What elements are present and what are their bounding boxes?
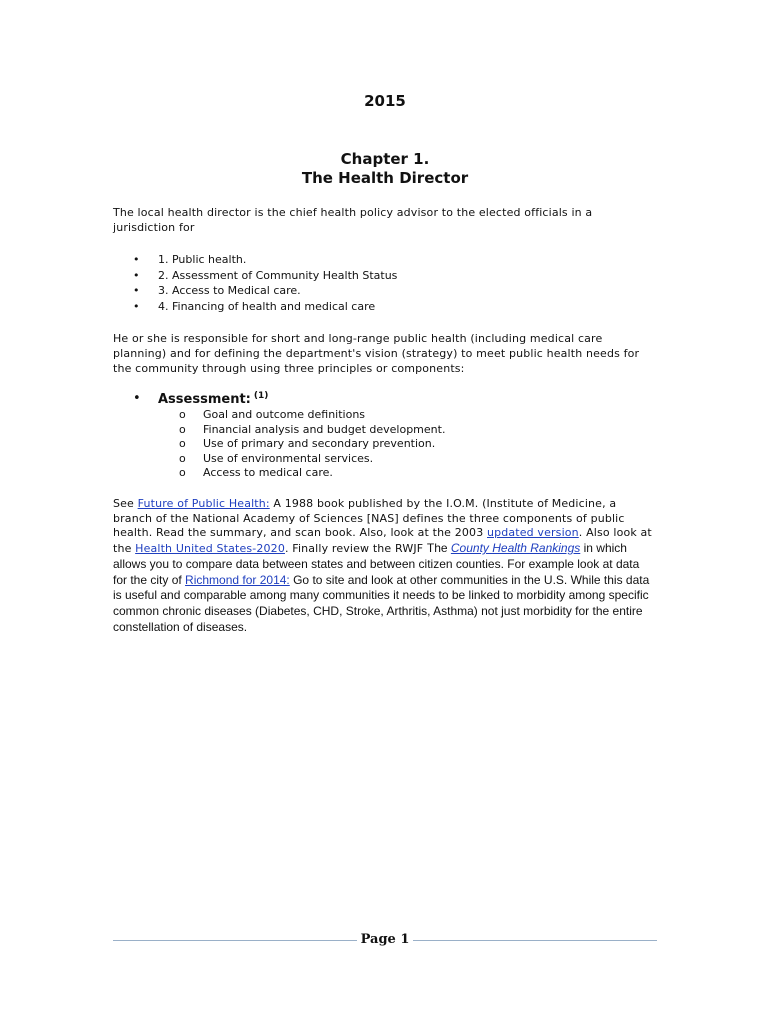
text-segment: . Also look at the: [113, 526, 652, 556]
bullet-icon: •: [133, 268, 140, 282]
responsibility-list: [113, 252, 397, 314]
bullet-icon: •: [133, 253, 140, 266]
chapter-heading: [0, 150, 770, 188]
bullet-icon: •: [133, 391, 141, 406]
list-item: [113, 437, 445, 452]
text-segment: Go to site and look at other communities in the U.S. While this data is useful and comparable among many communities it needs to be linked to morbidity among specific common chronic diseases (Diabetes, CHD, Stroke, Arthritis, Asthma) not just morbidity for the entire constellation of diseases.: [113, 572, 650, 634]
bullet-icon: •: [133, 284, 140, 297]
richmond-2014-link[interactable]: Richmond for 2014:: [185, 572, 290, 587]
list-item-text: Access to medical care.: [203, 466, 333, 479]
list-item-text: 4. Financing of health and medical care: [158, 299, 376, 313]
health-united-states-link[interactable]: Health United States-2020: [135, 542, 285, 556]
list-item-text: 1. Public health.: [158, 253, 247, 266]
page-number: Page 1: [360, 932, 410, 947]
bullet-icon: •: [133, 299, 140, 313]
circle-bullet-icon: o: [179, 437, 186, 450]
county-health-rankings-link[interactable]: County Health Rankings: [450, 541, 581, 556]
list-item-text: Goal and outcome definitions: [203, 408, 366, 421]
list-item: [113, 283, 397, 299]
document-year: 2015: [364, 92, 406, 110]
references-paragraph: [113, 497, 653, 635]
text-segment: The: [426, 541, 451, 556]
list-item-text: 2. Assessment of Community Health Status: [158, 268, 398, 282]
text-segment: . Finally review the RWJF: [284, 542, 427, 556]
assessment-heading: [133, 391, 268, 407]
list-item-text: Financial analysis and budget development.: [203, 422, 446, 436]
responsibility-paragraph: He or she is responsible for short and long-range public health (including medical care planning) and for defining the department's vision (strategy) to meet public health needs for the community through using three principles or components:: [113, 332, 640, 375]
list-item: [113, 452, 445, 467]
list-item-text: Use of environmental services.: [203, 451, 374, 465]
intro-paragraph: The local health director is the chief health policy advisor to the elected officials in a jurisdiction for: [113, 206, 593, 234]
footer-rule-right: [413, 940, 657, 941]
list-item: [113, 252, 397, 268]
assessment-list: [113, 408, 445, 481]
list-item-text: 3. Access to Medical care.: [158, 284, 301, 297]
list-item: [113, 299, 397, 315]
circle-bullet-icon: o: [179, 408, 186, 421]
chapter-number: Chapter 1.: [340, 150, 430, 168]
circle-bullet-icon: o: [179, 466, 186, 479]
circle-bullet-icon: o: [179, 422, 186, 436]
list-item: [113, 268, 397, 284]
list-item-text: Use of primary and secondary prevention.: [203, 437, 436, 450]
assessment-footnote: (1): [253, 391, 269, 401]
footer-rule-left: [113, 940, 357, 941]
text-segment: in which allows you to compare data between states and between citizen counties. For example look at data for the city of: [113, 541, 640, 587]
text-segment: A 1988 book published by the I.O.M. (Institute of Medicine, a branch of the National Academy of Sciences [NAS] defines the three components of public health. Read the summary, and scan book. Also, look at the 2003: [113, 497, 625, 540]
future-of-public-health-link[interactable]: Future of Public Health:: [137, 497, 270, 510]
assessment-label: Assessment:: [158, 392, 251, 407]
text-segment: See: [113, 497, 138, 510]
list-item: [113, 408, 445, 423]
updated-version-link[interactable]: updated version: [487, 526, 579, 540]
chapter-title: The Health Director: [301, 169, 469, 187]
circle-bullet-icon: o: [179, 451, 186, 465]
list-item: [113, 423, 445, 438]
list-item: [113, 466, 445, 481]
